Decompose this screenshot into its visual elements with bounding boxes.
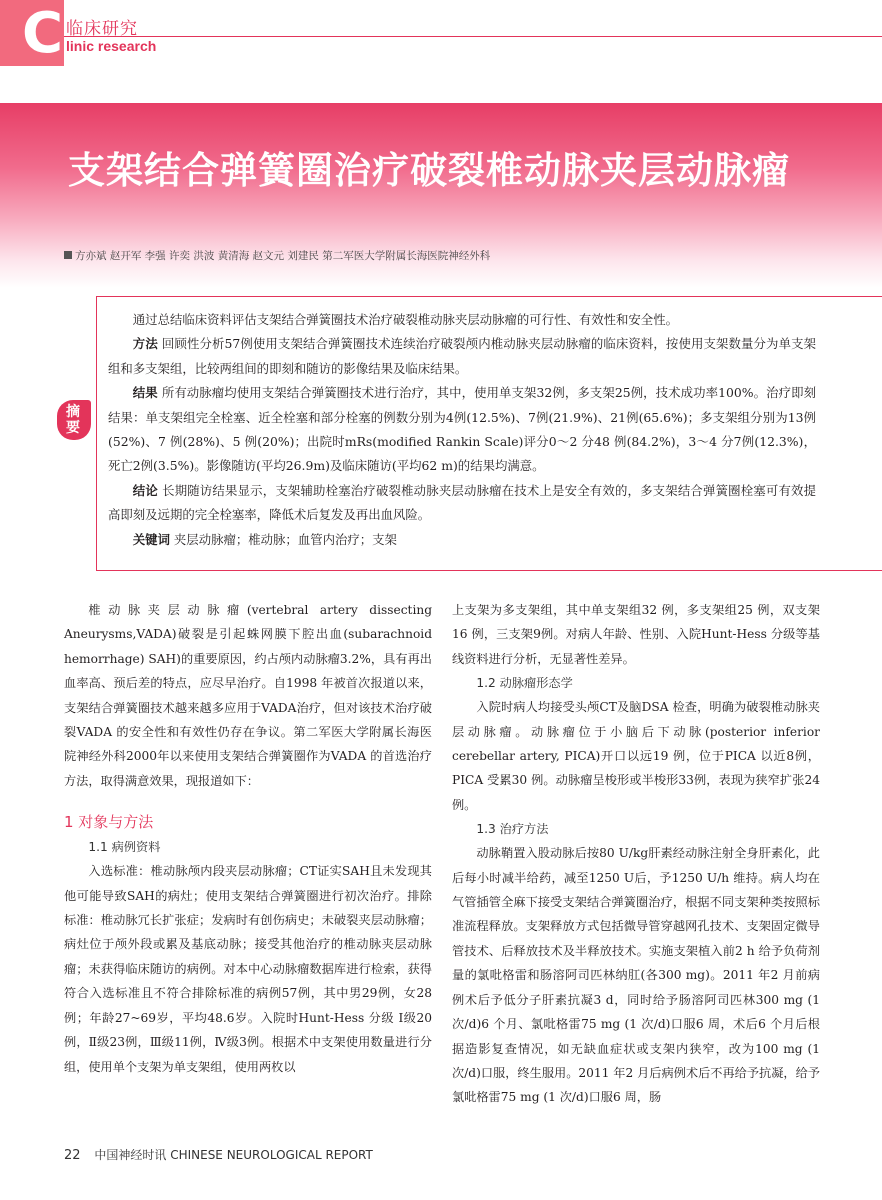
methods-text: 回顾性分析57例使用支架结合弹簧圈技术连续治疗破裂颅内椎动脉夹层动脉瘤的临床资料，按使用支架数量分为单支架组和多支架组，比较两组间的即刻和随访的影像结果及临床结果。 [108,336,816,376]
abstract-rule-left [96,296,97,570]
abstract [108,308,816,552]
paragraph-1-3: 动脉鞘置入股动脉后按80 U/kg肝素经动脉注射全身肝素化，此后每小时减半给药，减至1250 U后，予1250 U/h 维持。病人均在气管插管全麻下接受支架结合弹簧圈治疗，根据不同支架种类按照标准流程释放。支架释放方式包括微导管穿越网孔技术、支架固定微导管技术、后释放技术及半释放技术。实施支架植入前2 h 给予负荷剂量的氯吡格雷和肠溶阿司匹林纳肛(各300 mg)。2011 年2 月前病例术后予低分子肝素抗凝3 d，同时给予肠溶阿司匹林300 mg (1 次/d)6 个月、氯吡格雷75 mg (1 次/d)口服6 周，术后6 个月后根据造影复查情况，如无缺血症状或支架内狭窄，改为100 mg (1 次/d)口服，终生服用。2011 年2 月后病例术后不再给予抗凝，给予氯吡格雷75 mg (1 次/d)口服6 周，肠 [452,846,820,1105]
subsection-heading-1-1: 1.1 病例资料 [88,840,161,855]
page-number: 22 [64,1148,81,1163]
abstract-rule-top [96,296,882,297]
intro-paragraph: 椎动脉夹层动脉瘤(vertebral artery dissecting Aneurysms,VADA)破裂是引起蛛网膜下腔出血(subarachnoid hemorrhage) SAH)的重要原因，约占颅内动脉瘤3.2%，具有再出血率高、预后差的特点，应尽早治疗。自1998 年被首次报道以来，支架结合弹簧圈技术越来越多应用于VADA治疗，但对该技术治疗破裂VADA 的安全性和有效性仍存在争议。第二军医大学附属长海医院神经外科2000年以来使用支架结合弹簧圈作为VADA 的首选治疗方法，取得满意效果，现报道如下： [64,603,432,788]
body-column-right [452,598,820,1110]
keywords-label: 关键词 [132,531,170,547]
section-corner-letter: C [22,1,64,66]
section-corner-block [0,0,64,66]
paragraph-1-2: 入院时病人均接受头颅CT及脑DSA 检查，明确为破裂椎动脉夹层动脉瘤。动脉瘤位于小脑后下动脉(posterior inferior cerebellar artery, PICA)开口以远19 例，位于PICA 以近8例，PICA 受累30 例。动脉瘤呈梭形或半梭形33例，表现为狭窄扩张24 例。 [452,700,820,812]
conclusion-label: 结论 [132,482,158,498]
results-label: 结果 [132,385,158,401]
conclusion-text: 长期随访结果显示，支架辅助栓塞治疗破裂椎动脉夹层动脉瘤在技术上是安全有效的，多支架结合弹簧圈栓塞可有效提高即刻及远期的完全栓塞率，降低术后复发及再出血风险。 [108,482,817,523]
author-square-icon [64,251,72,259]
section-heading-1: 1 对象与方法 [64,813,154,832]
abstract-intro: 通过总结临床资料评估支架结合弹簧圈技术治疗破裂椎动脉夹层动脉瘤的可行性、有效性和安全性。 [132,312,678,327]
keywords-text: 夹层动脉瘤；椎动脉；血管内治疗；支架 [173,531,397,547]
subsection-heading-1-2: 1.2 动脉瘤形态学 [476,676,573,691]
journal-name: 中国神经时讯 CHINESE NEUROLOGICAL REPORT [94,1148,373,1162]
paragraph-1-1-continued: 上支架为多支架组，其中单支架组32 例，多支架组25 例，双支架16 例，三支架9例。对病人年龄、性别、入院Hunt-Hess 分级等基线资料进行分析，无显著性差异。 [452,603,820,666]
author-list: 方亦斌 赵开军 李强 许奕 洪波 黄清海 赵文元 刘建民 第二军医大学附属长海医院神经外科 [75,250,491,262]
abstract-conclusion [108,479,816,528]
abstract-rule-bottom [96,570,882,571]
abstract-results [108,381,816,479]
header-rule [64,36,882,37]
subsection-heading-1-3: 1.3 治疗方法 [476,822,549,837]
methods-label: 方法 [132,336,158,352]
abstract-methods [108,332,816,381]
article-title: 支架结合弹簧圈治疗破裂椎动脉夹层动脉瘤 [68,149,790,192]
results-text: 所有动脉瘤均使用支架结合弹簧圈技术进行治疗，其中，使用单支架32例，多支架25例，技术成功率100%。治疗即刻结果：单支架组完全栓塞、近全栓塞和部分栓塞的例数分别为4例(12.5%)、7例(21.9%)、21例(65.6%)；多支架组分别为13例(52%)、7 例(28%)、5 例(20%)；出院时mRs(modified Rankin Scale)评分0～2 分48 例(84.2%)，3～4 分7例(12.3%)，死亡2例(3.5%)。影像随访(平均26.9m)及临床随访(平均62 m)的结果均满意。 [108,385,816,474]
paragraph-1-1: 入选标准：椎动脉颅内段夹层动脉瘤；CT证实SAH且未发现其他可能导致SAH的病灶；使用支架结合弹簧圈进行初次治疗。排除标准：椎动脉冗长扩张症；发病时有创伤病史；未破裂夹层动脉瘤；病灶位于颅外段或累及基底动脉；接受其他治疗的椎动脉夹层动脉瘤；未获得临床随访的病例。对本中心动脉瘤数据库进行检索，获得符合入选标准且不符合排除标准的病例57例，其中男29例，女28例；年龄27~69岁，平均48.6岁。入院时Hunt-Hess 分级 Ⅰ级20例，Ⅱ级23例，Ⅲ级11例，Ⅳ级3例。根据术中支架使用数量进行分组，使用单个支架为单支架组，使用两枚以 [64,864,432,1074]
abstract-keywords [108,528,816,552]
abstract-badge-char-2: 要 [66,420,80,436]
body-column-left [64,598,432,1079]
abstract-badge [57,400,91,440]
author-line [64,248,490,263]
section-title-cn: 临床研究 [66,19,138,39]
abstract-badge-char-1: 摘 [66,404,80,420]
section-title-en: linic research [66,38,157,54]
page-footer [64,1146,373,1163]
